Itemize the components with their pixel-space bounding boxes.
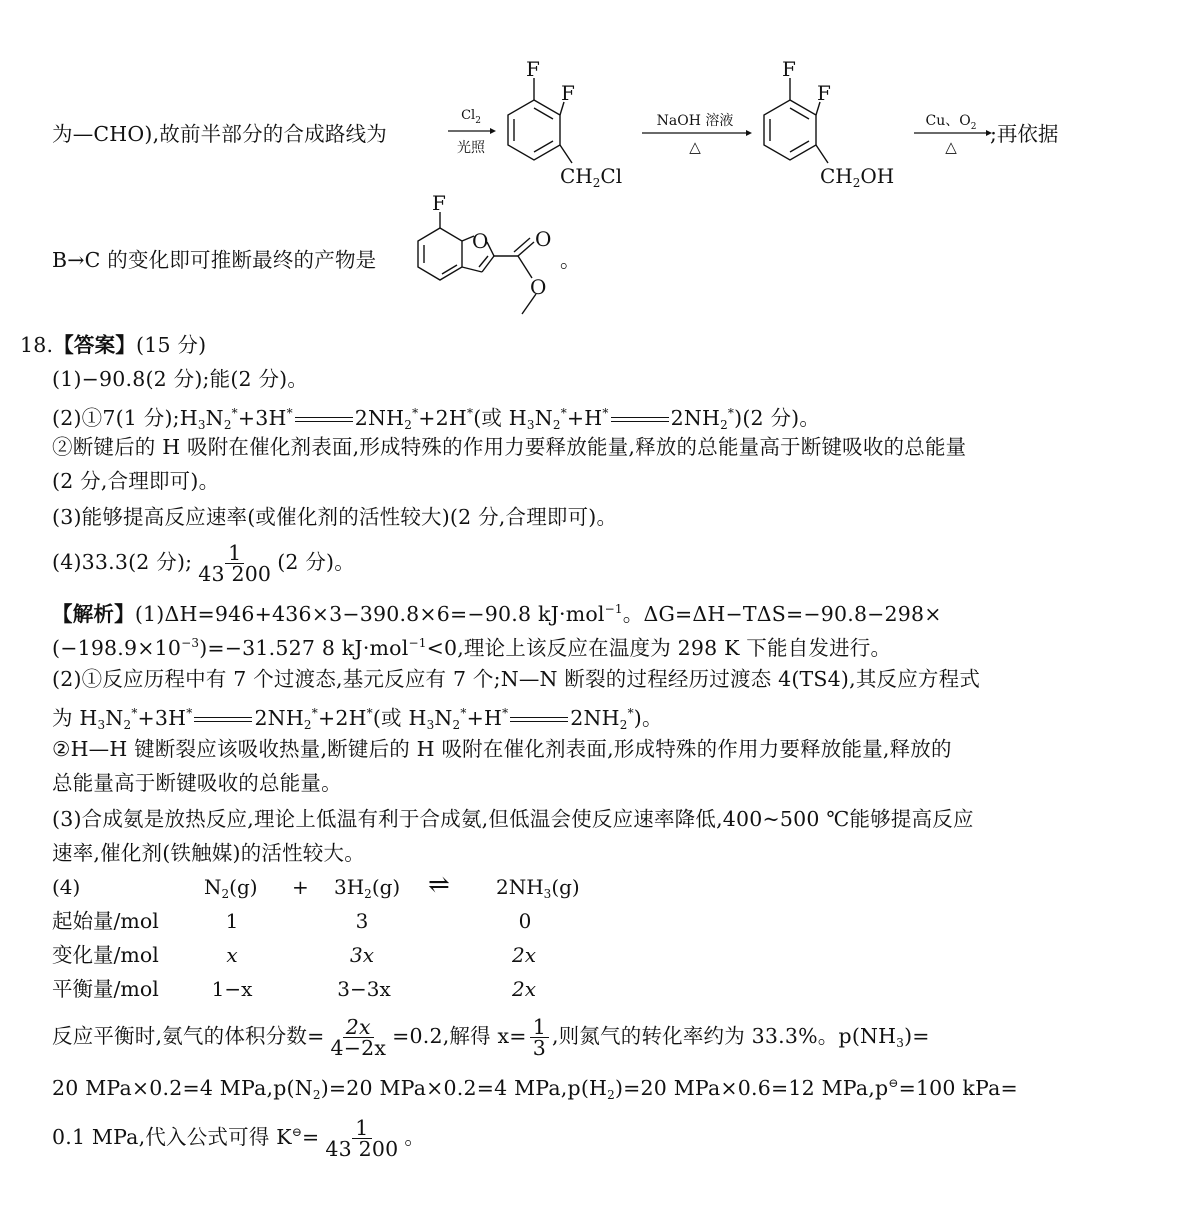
analysis-line-3: (2)①反应历程中有 7 个过渡态,基元反应有 7 个;N—N 断裂的过程经历过渡态 4(TS4),其反应方程式 [52,667,981,691]
carbonyl-oxygen-label: O [535,227,552,251]
route-arrow-3-reagent: Cu、$O_2$ [925,113,977,132]
route-arrow-3-heat: △ [945,138,957,156]
q18-header: 18.【答案】(15 分) [20,333,207,357]
fraction: $\frac{1}{3}$ [530,1017,549,1058]
ch2cl-label: $CH_2Cl$ [560,164,623,190]
q18-answer-2b-line2: (2 分,合理即可)。 [52,469,220,493]
final-line-1: 反应平衡时,氨气的体积分数= $\frac{2x}{4-2x}$ =0.2,解得 x= $\frac{1}{3}$ ,则氮气的转化率约为 33.3%。$p(NH_3)=$ [52,1015,930,1060]
table-label: (4) [52,875,81,899]
final-line-2: 20 MPa×0.2=4 $MPa,p(N_2)=20$ MPa×0.2=4 $MPa,p(H_2)=20$ MPa×0.6=12 MPa,p⊖=100 kPa= [52,1076,1018,1102]
route-arrow-2-heat: △ [689,138,701,156]
fluorine-label: F [432,191,446,215]
q18-answer-4: (4)33.3(2 分); $\frac{1}{43 200}$ (2 分)。 [52,541,355,586]
product-text: B→C 的变化即可推断最终的产物是 [52,248,377,272]
analysis-line-2: $(-198.9\times 10^{-3})=-31.527$ 8 kJ·mol$^{-1}$<0,理论上该反应在温度为 298 K 下能自发进行。 [52,636,892,660]
q18-answer-2b-line1: ②断键后的 H 吸附在催化剂表面,形成特殊的作用力要释放能量,释放的总能量高于断键吸收的总能量 [52,435,967,459]
table-header-nh3: $2NH_3(g)$ [496,875,580,901]
q18-answer-3: (3)能够提高反应速率(或催化剂的活性较大)(2 分,合理即可)。 [52,505,618,529]
table-header-h2: $3H_2(g)$ [334,875,401,901]
ring-oxygen-label: O [472,229,489,253]
product-end: 。 [560,248,581,272]
difluorobenzyl-chloride-structure [494,57,644,195]
analysis-line-8: 速率,催化剂(铁触媒)的活性较大。 [52,841,365,865]
analysis-line-4: 为 $H_3N_2^*+3H^*$ $2NH_2^*+2H^*$(或 $H_3N_2^*+H^*$ $2NH_2^*$)。 [52,706,663,732]
fraction: $\frac{1}{43 200}$ [325,1116,399,1161]
fluorine-label: F [561,81,575,105]
table-header-plus: + [292,875,309,899]
fluorine-label: F [817,81,831,105]
route-arrow-1-line [446,126,496,136]
analysis-line-5: ②H—H 键断裂应该吸收热量,断键后的 H 吸附在催化剂表面,形成特殊的作用力要释放能量,释放的 [52,737,952,761]
fluorine-label: F [782,57,796,81]
table-header-equilibrium: ⇌ [428,870,450,900]
ester-oxygen-label: O [530,275,547,299]
analysis-line-1: 【解析】(1)ΔH=946+436×3−390.8×6=−90.8 kJ·mol$^{-1}$。ΔG=ΔH−TΔS=−90.8−298× [52,602,942,626]
difluorobenzyl-alcohol-structure [750,57,910,195]
benzofuran-ester-structure [410,191,570,326]
route-arrow-2-reagent: NaOH 溶液 [656,113,734,129]
route-tail-text: ;再依据 [990,122,1059,146]
final-line-3: 0.1 MPa,代入公式可得 K⊖= $\frac{1}{43 200}$ 。 [52,1116,426,1161]
table-header-n2: $N_2(g)$ [204,875,258,901]
route-arrow-1: $Cl_2$ [461,108,481,126]
ch2oh-label: $CH_2OH$ [820,164,895,190]
analysis-line-6: 总能量高于断键吸收的总能量。 [52,771,342,795]
q18-answer-1: (1)−90.8(2 分);能(2 分)。 [52,367,309,391]
answer-page: 为—CHO),故前半部分的合成路线为 $Cl_2$ 光照 F F $CH_2Cl$ NaOH 溶液 △ F F $CH_2OH$ Cu、$O_2$ △ ;再依据 B→C 的变化即可推断最终的产物是 F O O O 。 18.【答案】(15 分) (1)−90.8(2 分);能(2 分)。 (2)①7(1 分)$;H_3N_2^*+3H^*$ $2NH_2^*+2H^*$(或 $H_3N_2^*+H^*$ $2NH_2^*)(2$ 分)。 ②断键后的 H 吸附在催化剂表面,形成特殊的作用力要释放能量,释放的总能量高于断键吸收的总能量 (2 分,合理即可)。 (3)能够提高反应速率(或催化剂的活性较大)(2 分,合理即可)。 (4)33.3(2 分); $\frac{1}{43 200}$ (2 分)。 【解析】(1)ΔH=946+436×3−390.8×6=−90.8 kJ·mol$^{-1}$。ΔG=ΔH−TΔS=−90.8−298× $(-198.9\times 10^{-3})=-31.527$ 8 kJ·mol$^{-1}$<0,理论上该反应在温度为 298 K 下能自发进行。 (2)①反应历程中有 7 个过渡态,基元反应有 7 个;N—N 断裂的过程经历过渡态 4(TS4),其反应方程式 为 $H_3N_2^*+3H^*$ $2NH_2^*+2H^*$(或 $H_3N_2^*+H^*$ $2NH_2^*$)。 ②H—H 键断裂应该吸收热量,断键后的 H 吸附在催化剂表面,形成特殊的作用力要释放能量,释放的 总能量高于断键吸收的总能量。 (3)合成氨是放热反应,理论上低温有利于合成氨,但低温会使反应速率降低,400~500 ℃能够提高反应 速率,催化剂(铁触媒)的活性较大。 (4) $N_2(g)$ + $3H_2(g)$ ⇌ $2NH_3(g)$ 起始量/mol 1 3 0 变化量/mol x 3x 2x 平衡量/mol 1−x 3−3x 2x 反应平衡时,氨气的体积分数= $\frac{2x}{4-2x}$ =0.2,解得 x= $\frac{1}{3}$ ,则氮气的转化率约为 33.3%。$p(NH_3)=$ 20 MPa×0.2=4 $MPa,p(N_2)=20$ MPa×0.2=4 $MPa,p(H_2)=20$ MPa×0.6=12 MPa,p⊖=100 kPa= 0.1 MPa,代入公式可得 K⊖= $\frac{1}{43 200}$ 。 [20,57,1059,1161]
fraction: $\frac{1}{43 200}$ [198,541,272,586]
q18-answer-2: (2)①7(1 分)$;H_3N_2^*+3H^*$ $2NH_2^*+2H^*$(或 $H_3N_2^*+H^*$ $2NH_2^*)(2$ 分)。 [52,406,821,432]
fluorine-label: F [526,57,540,81]
route-arrow-2-line [640,128,752,138]
analysis-line-7: (3)合成氨是放热反应,理论上低温有利于合成氨,但低温会使反应速率降低,400~500 ℃能够提高反应 [52,807,974,831]
route-arrow-1-condition: 光照 [457,140,485,156]
route-arrow-3-line [912,128,992,138]
route-lead-text: 为—CHO),故前半部分的合成路线为 [52,122,387,146]
fraction: $\frac{2x}{4-2x}$ [330,1015,387,1060]
